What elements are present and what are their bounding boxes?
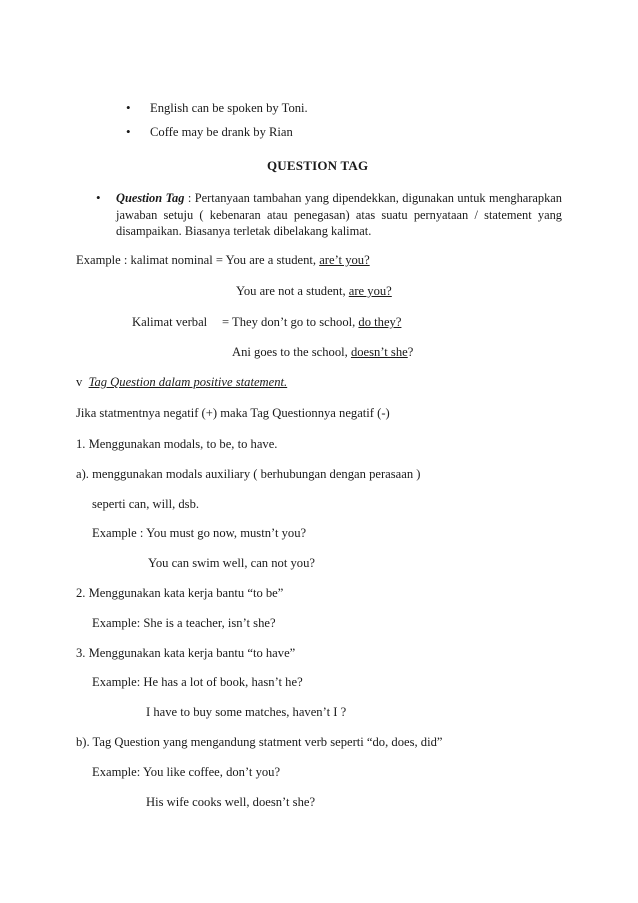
example-to-be: Example: She is a teacher, isn’t she?	[92, 616, 276, 630]
example-do-2: His wife cooks well, doesn’t she?	[146, 795, 316, 809]
example-nominal-2: You are not a student, are you?	[236, 284, 392, 298]
tag-underlined: doesn’t she	[350, 345, 408, 359]
bullet-line-2: Coffe may be drank by Rian	[150, 125, 293, 139]
example-verbal-1: = They don’t go to school, do they?	[222, 315, 402, 329]
page-title: QUESTION TAG	[267, 158, 369, 173]
tag-underlined: are’t you?	[319, 253, 370, 267]
seperti-line: seperti can, will, dsb.	[92, 497, 200, 511]
bullet-icon: •	[126, 124, 131, 139]
example-have-1: Example: He has a lot of book, hasn’t he?	[92, 675, 303, 689]
definition-term: Question Tag	[116, 191, 185, 205]
list-item-a: a). menggunakan modals auxiliary ( berhubungan dengan perasaan )	[76, 467, 421, 481]
tag-underlined: are you?	[348, 284, 392, 298]
definition-text: : Pertanyaan tambahan yang dipendekkan, digunakan untuk mengharapkan jawaban setuju ( kebenaran atau penegasan) atas suatu pernyataan / statement yang disampaikan. Biasanya terletak dibelakang kalimat.	[116, 191, 562, 238]
example-modal-2: You can swim well, can not you?	[148, 556, 315, 570]
definition-paragraph	[116, 190, 562, 240]
example-verbal-2: Ani goes to the school, doesn’t she?	[232, 345, 414, 359]
list-item-2: 2. Menggunakan kata kerja bantu “to be”	[76, 586, 284, 600]
section-heading	[76, 374, 287, 390]
tag-underlined: do they?	[358, 315, 402, 329]
list-item-1: 1. Menggunakan modals, to be, to have.	[76, 437, 278, 451]
bullet-icon: •	[96, 190, 101, 205]
section-marker: v	[76, 375, 83, 389]
example-nominal-1: Example : kalimat nominal = You are a student, are’t you?	[76, 253, 370, 267]
example-do-1: Example: You like coffee, don’t you?	[92, 765, 281, 779]
example-verbal-label: Kalimat verbal	[132, 315, 208, 329]
example-modal-1: Example : You must go now, mustn’t you?	[92, 526, 307, 540]
section-heading-text: Tag Question dalam positive statement.	[88, 375, 288, 389]
bullet-line-1: English can be spoken by Toni.	[150, 101, 308, 115]
example-have-2: I have to buy some matches, haven’t I ?	[146, 705, 347, 719]
bullet-icon: •	[126, 100, 131, 115]
rule-line: Jika statmentnya negatif (+) maka Tag Questionnya negatif (-)	[76, 406, 390, 420]
list-item-3: 3. Menggunakan kata kerja bantu “to have”	[76, 646, 296, 660]
list-item-b: b). Tag Question yang mengandung statment verb seperti “do, does, did”	[76, 735, 443, 749]
